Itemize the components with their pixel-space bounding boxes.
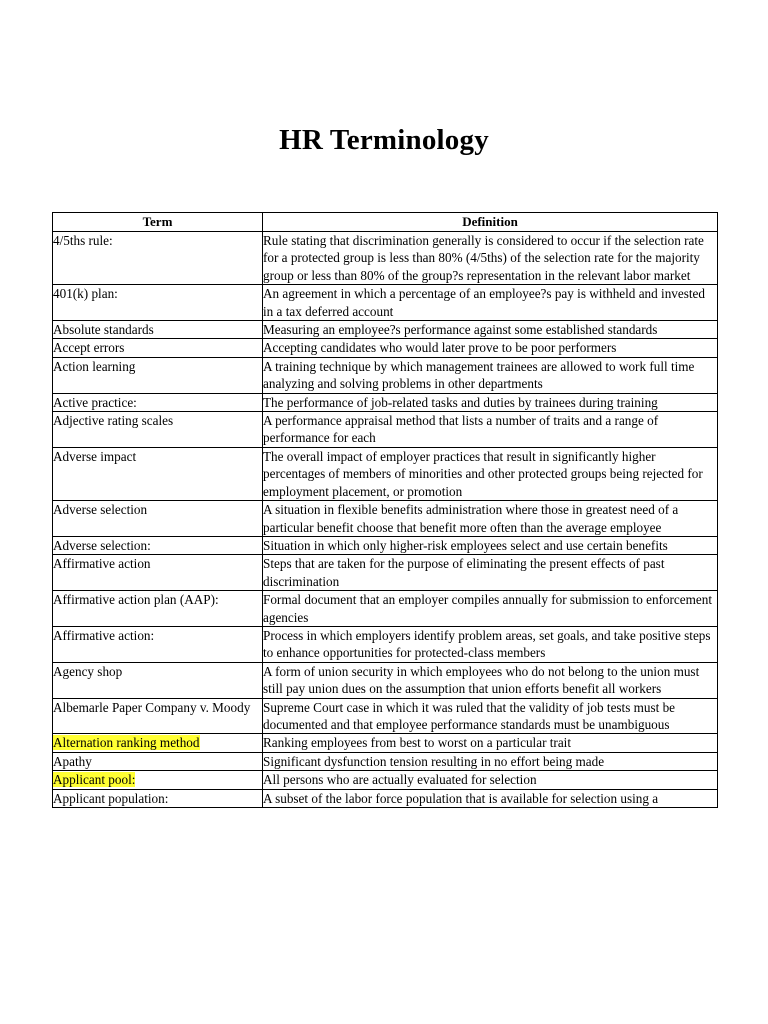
table-row xyxy=(53,447,718,500)
definition-cell: Supreme Court case in which it was ruled that the validity of job tests must be documented and that employee performance standards must be unambiguous xyxy=(263,698,718,734)
term-cell xyxy=(53,591,263,627)
page-title: HR Terminology xyxy=(279,124,489,156)
term-cell xyxy=(53,698,263,734)
definition-cell: Significant dysfunction tension resulting in no effort being made xyxy=(263,752,718,770)
definition-cell: A form of union security in which employees who do not belong to the union must still pay union dues on the assumption that union efforts benefit all workers xyxy=(263,662,718,698)
table-row xyxy=(53,232,718,285)
table-row xyxy=(53,789,718,807)
term-text: Action learning xyxy=(53,358,136,374)
table-row xyxy=(53,285,718,321)
definition-cell: Ranking employees from best to worst on a particular trait xyxy=(263,734,718,752)
term-cell xyxy=(53,626,263,662)
definition-cell: Rule stating that discrimination generally is considered to occur if the selection rate for a protected group is less than 80% (4/5ths) of the selection rate for the majority group or less than 80% of the group?s representation in the relevant labor market xyxy=(263,232,718,285)
term-text: Affirmative action: xyxy=(53,627,155,643)
term-cell xyxy=(53,393,263,411)
table-row xyxy=(53,555,718,591)
header-definition: Definition xyxy=(263,213,718,232)
header-term: Term xyxy=(53,213,263,232)
definition-cell: Steps that are taken for the purpose of eliminating the present effects of past discrimination xyxy=(263,555,718,591)
term-text: Adverse selection: xyxy=(53,537,151,553)
definition-cell: A training technique by which management trainees are allowed to work full time analyzing and solving problems in other departments xyxy=(263,357,718,393)
table-row xyxy=(53,321,718,339)
term-text: Applicant population: xyxy=(53,790,169,806)
table-row xyxy=(53,412,718,448)
term-cell xyxy=(53,321,263,339)
term-text: Active practice: xyxy=(53,394,137,410)
term-text: Adverse selection xyxy=(53,502,148,518)
table-row xyxy=(53,698,718,734)
definition-cell: Accepting candidates who would later prove to be poor performers xyxy=(263,339,718,357)
term-cell xyxy=(53,752,263,770)
term-cell xyxy=(53,357,263,393)
term-text: 401(k) plan: xyxy=(53,286,118,302)
term-cell xyxy=(53,232,263,285)
term-text: Albemarle Paper Company v. Moody xyxy=(53,699,251,715)
table-row xyxy=(53,626,718,662)
definition-cell: Formal document that an employer compiles annually for submission to enforcement agencies xyxy=(263,591,718,627)
table-row xyxy=(53,662,718,698)
term-text: Absolute standards xyxy=(53,322,154,338)
term-cell xyxy=(53,789,263,807)
table-row xyxy=(53,536,718,554)
term-cell xyxy=(53,447,263,500)
term-cell xyxy=(53,662,263,698)
term-text: Agency shop xyxy=(53,663,123,679)
term-text: Alternation ranking method xyxy=(53,735,200,751)
definition-cell: An agreement in which a percentage of an employee?s pay is withheld and invested in a tax deferred account xyxy=(263,285,718,321)
terminology-table xyxy=(52,212,718,808)
term-cell xyxy=(53,339,263,357)
term-text: Accept errors xyxy=(53,340,125,356)
table-row xyxy=(53,591,718,627)
term-text: Applicant pool: xyxy=(53,772,136,788)
term-cell xyxy=(53,555,263,591)
term-text: 4/5ths rule: xyxy=(53,233,113,248)
term-cell xyxy=(53,734,263,752)
table-row xyxy=(53,393,718,411)
term-cell xyxy=(53,501,263,537)
term-cell xyxy=(53,285,263,321)
definition-cell: The performance of job-related tasks and duties by trainees during training xyxy=(263,393,718,411)
definition-cell: A performance appraisal method that lists a number of traits and a range of performance for each xyxy=(263,412,718,448)
table-row xyxy=(53,357,718,393)
definition-cell: Situation in which only higher-risk employees select and use certain benefits xyxy=(263,536,718,554)
definition-cell: A situation in flexible benefits administration where those in greatest need of a particular benefit choose that benefit more often than the average employee xyxy=(263,501,718,537)
table-row xyxy=(53,771,718,789)
term-cell xyxy=(53,771,263,789)
term-text: Affirmative action xyxy=(53,556,151,572)
definition-cell: Process in which employers identify problem areas, set goals, and take positive steps to enhance opportunities for protected-class members xyxy=(263,626,718,662)
term-text: Apathy xyxy=(53,753,92,769)
term-text: Affirmative action plan (AAP): xyxy=(53,592,219,608)
definition-cell: Measuring an employee?s performance against some established standards xyxy=(263,321,718,339)
definition-cell: A subset of the labor force population that is available for selection using a xyxy=(263,789,718,807)
table-row xyxy=(53,339,718,357)
table-row xyxy=(53,501,718,537)
term-text: Adverse impact xyxy=(53,448,137,464)
table-row xyxy=(53,752,718,770)
table-body xyxy=(53,232,718,808)
term-cell xyxy=(53,536,263,554)
term-cell xyxy=(53,412,263,448)
term-text: Adjective rating scales xyxy=(53,413,174,429)
table-header-row xyxy=(53,213,718,232)
table-row xyxy=(53,734,718,752)
definition-cell: All persons who are actually evaluated for selection xyxy=(263,771,718,789)
definition-cell: The overall impact of employer practices that result in significantly higher percentages of members of minorities and other protected groups being rejected for employment placement, or promotion xyxy=(263,447,718,500)
